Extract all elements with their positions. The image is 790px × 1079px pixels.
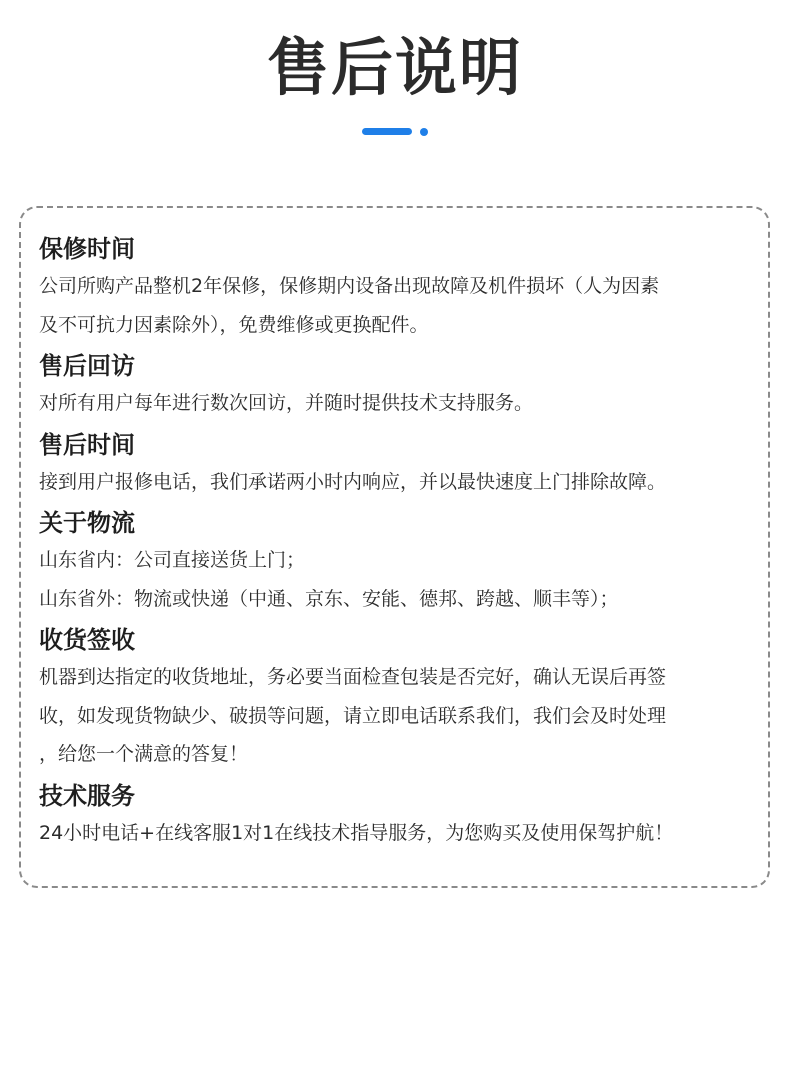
section-logistics: [39, 505, 750, 618]
section-text: [39, 814, 750, 853]
text-line: 机器到达指定的收货地址，务必要当面检查包装是否完好，确认无误后再签: [39, 666, 667, 688]
after-sales-info-box: [19, 206, 770, 888]
decoration-bar: [362, 128, 412, 135]
section-warranty-period: [39, 231, 750, 344]
section-heading: 收货签收: [39, 626, 135, 654]
section-heading: 售后时间: [39, 430, 135, 459]
section-follow-up-visits: [39, 348, 750, 423]
section-text: [39, 463, 750, 502]
text-line: 接到用户报修电话，我们承诺两小时内响应，并以最快速度上门排除故障。: [39, 470, 667, 493]
section-text: [39, 384, 750, 423]
decoration-dot: [420, 128, 428, 136]
page-title: 售后说明: [266, 31, 523, 104]
section-text: [39, 658, 750, 774]
text-line: 收，如发现货物缺少、破损等问题，请立即电话联系我们，我们会及时处理: [39, 704, 667, 727]
section-heading: 售后回访: [39, 352, 135, 380]
section-text: [39, 267, 750, 344]
text-line: 对所有用户每年进行数次回访，并随时提供技术支持服务。: [39, 392, 534, 414]
section-delivery-receipt: [39, 622, 750, 774]
title-decoration: [362, 128, 432, 136]
section-heading: 技术服务: [39, 781, 135, 810]
text-line: 及不可抗力因素除外），免费维修或更换配件。: [39, 313, 429, 336]
section-service-time: [39, 427, 750, 502]
text-line: 公司所购产品整机2年保修，保修期内设备出现故障及机件损坏（人为因素: [39, 275, 660, 297]
section-heading: 保修时间: [39, 235, 135, 263]
text-line: 山东省外：物流或快递（中通、京东、安能、德邦、跨越、顺丰等）；: [39, 587, 619, 610]
text-line: 山东省内：公司直接送货上门；: [39, 549, 306, 571]
section-text: [39, 541, 750, 618]
text-line: ，给您一个满意的答复！: [39, 743, 249, 765]
section-technical-service: [39, 778, 750, 853]
text-line: 24小时电话+在线客服1对1在线技术指导服务，为您购买及使用保驾护航！: [39, 821, 674, 844]
section-heading: 关于物流: [39, 509, 135, 537]
